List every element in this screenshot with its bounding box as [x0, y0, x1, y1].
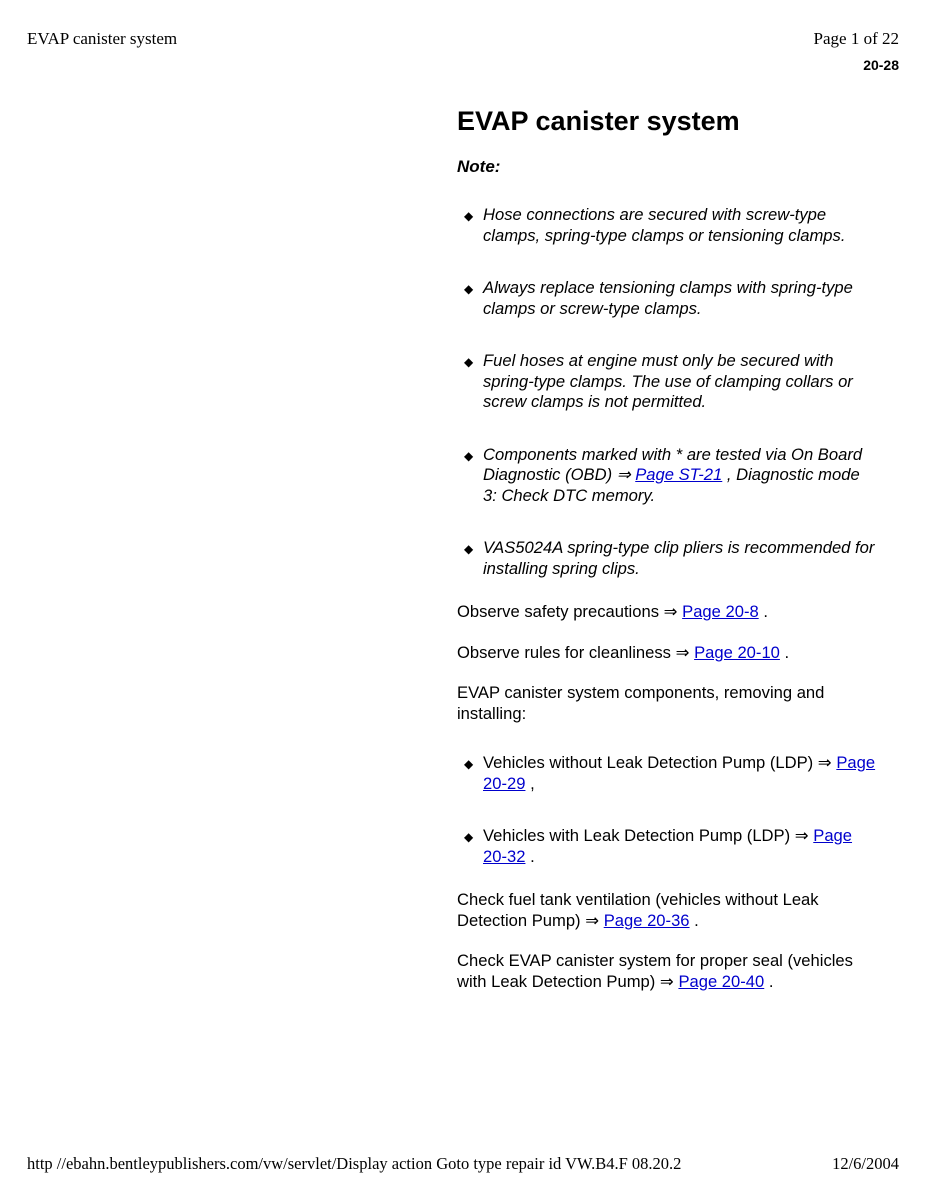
page-indicator: Page 1 of 22 [813, 29, 899, 48]
footer-date: 12/6/2004 [832, 1154, 899, 1173]
diamond-bullet-icon: ◆ [464, 209, 474, 223]
ventilation-text: Check fuel tank ventilation (vehicles without Leak Detection Pump) ⇒ [457, 890, 819, 930]
note-text: Hose connections are secured with screw-type clamps, spring-type clamps or tensioning clamps. [483, 205, 846, 245]
page-20-29-link[interactable]: Page 20-29 [483, 753, 876, 793]
note-text: Fuel hoses at engine must only be secured with spring-type clamps. The use of clamping collars or screw clamps is not permitted. [483, 351, 853, 411]
ventilation-paragraph [457, 890, 877, 931]
header-title: EVAP canister system [27, 29, 178, 48]
note-item [457, 445, 877, 507]
note-item [457, 278, 877, 319]
cleanliness-after: . [779, 642, 790, 662]
note-text: Always replace tensioning clamps with spring-type clamps or screw-type clamps. [483, 278, 853, 318]
component-after: , [525, 773, 535, 793]
note-item [457, 538, 877, 579]
diamond-bullet-icon: ◆ [464, 757, 474, 771]
safety-paragraph [457, 602, 877, 623]
cleanliness-text: Observe rules for cleanliness ⇒ [457, 642, 695, 662]
note-text-after: , Diagnostic mode 3: Check DTC memory. [483, 465, 860, 505]
diamond-bullet-icon: ◆ [464, 830, 474, 844]
component-item [457, 826, 877, 867]
page-20-10-link[interactable]: Page 20-10 [694, 642, 780, 662]
note-label: Note: [457, 157, 501, 176]
component-text: Vehicles without Leak Detection Pump (LDP) ⇒ [483, 753, 837, 772]
diamond-bullet-icon: ◆ [464, 282, 474, 296]
page-20-8-link[interactable]: Page 20-8 [682, 602, 759, 621]
components-intro: EVAP canister system components, removing and installing: [457, 683, 825, 723]
seal-paragraph [457, 951, 862, 992]
ventilation-after: . [689, 910, 699, 930]
page-20-32-link[interactable]: Page 20-32 [483, 826, 853, 866]
diamond-bullet-icon: ◆ [464, 448, 474, 463]
safety-after: . [758, 602, 768, 621]
footer-url: http //ebahn.bentleypublishers.com/vw/servlet/Display action Goto type repair id VW.B4.F 08.20.2 [27, 1154, 682, 1173]
note-item [457, 205, 877, 246]
main-content [457, 104, 877, 992]
footer [27, 1154, 899, 1174]
page-20-40-link[interactable]: Page 20-40 [678, 971, 765, 991]
seal-after: . [764, 971, 774, 991]
component-text: Vehicles with Leak Detection Pump (LDP) ⇒ [483, 826, 814, 845]
diamond-bullet-icon: ◆ [464, 542, 474, 556]
component-item [457, 753, 877, 794]
component-after: . [525, 846, 535, 866]
cleanliness-paragraph [457, 643, 877, 664]
safety-text: Observe safety precautions ⇒ [457, 602, 683, 621]
page-title: EVAP canister system [457, 106, 740, 136]
note-text: Components marked with * are tested via On Board Diagnostic (OBD) ⇒ [483, 444, 863, 484]
note-list [457, 205, 877, 579]
diamond-bullet-icon: ◆ [464, 355, 474, 369]
page-code: 20-28 [863, 57, 899, 73]
note-text: VAS5024A spring-type clip pliers is recommended for installing spring clips. [483, 538, 875, 578]
component-list [457, 753, 877, 867]
seal-text: Check EVAP canister system for proper seal (vehicles with Leak Detection Pump) ⇒ [457, 951, 853, 991]
page-st-21-link[interactable]: Page ST-21 [635, 465, 723, 484]
note-item [457, 351, 877, 413]
page-20-36-link[interactable]: Page 20-36 [603, 910, 690, 930]
